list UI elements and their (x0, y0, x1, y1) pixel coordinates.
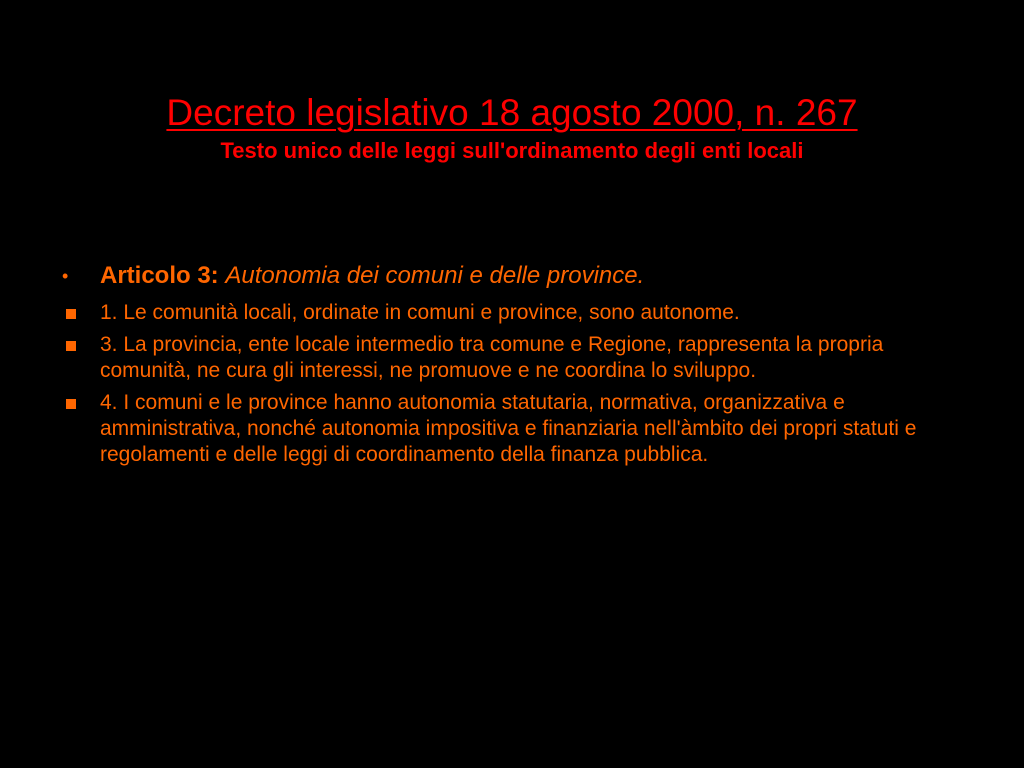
square-bullet-icon (66, 341, 76, 351)
article-heading (58, 258, 968, 294)
slide-title: Decreto legislativo 18 agosto 2000, n. 267 (166, 92, 858, 133)
paragraph-text: 1. Le comunità locali, ordinate in comuni e province, sono autonome. (100, 301, 740, 324)
list-item (58, 332, 968, 384)
paragraph-text: 3. La provincia, ente locale intermedio tra comune e Regione, rappresenta la propria comunità, ne cura gli interessi, ne promuove e ne coordina lo sviluppo. (100, 333, 884, 382)
list-item (58, 300, 968, 326)
bullet-dot-icon: • (62, 266, 69, 286)
title-block (40, 90, 984, 166)
list-item (58, 390, 968, 468)
square-bullet-icon (66, 309, 76, 319)
content-list (58, 258, 968, 474)
paragraph-text: 4. I comuni e le province hanno autonomia statutaria, normativa, organizzativa e amministrativa, nonché autonomia impositiva e finanziaria nell'àmbito dei propri statuti e regolamenti e delle leggi di coordinamento della finanza pubblica. (100, 391, 917, 466)
slide-subtitle: Testo unico delle leggi sull'ordinamento degli enti locali (220, 138, 804, 163)
article-title: Autonomia dei comuni e delle province. (225, 262, 645, 289)
square-bullet-icon (66, 399, 76, 409)
article-label: Articolo 3: (100, 262, 219, 289)
